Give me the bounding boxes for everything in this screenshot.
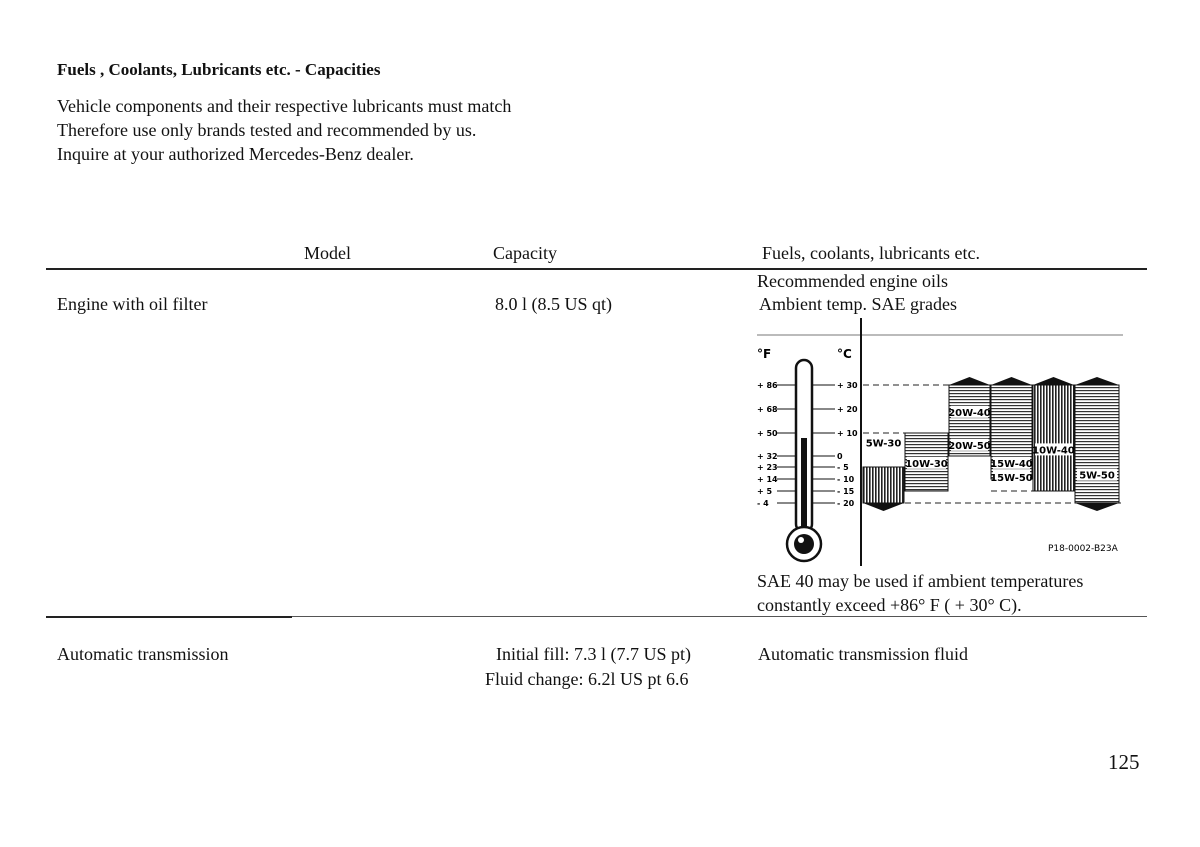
grade-column [948, 377, 991, 456]
grade-column [905, 433, 948, 491]
column-header-fluids: Fuels, coolants, lubricants etc. [762, 243, 980, 263]
transmission-model: Automatic transmission [57, 644, 229, 664]
engine-fluid-title: Recommended engine oils [757, 271, 948, 291]
grade-label: 10W-40 [1032, 445, 1075, 457]
scale-label-f: + 86 [757, 381, 778, 390]
grade-arrow-up [949, 377, 990, 385]
celsius-unit: °C [837, 347, 852, 361]
thermometer-fill [801, 438, 807, 534]
scale-label-f: + 23 [757, 463, 778, 472]
scale-label-c: + 20 [837, 405, 858, 414]
engine-capacity: 8.0 l (8.5 US qt) [495, 294, 612, 314]
grade-label: 10W-30 [905, 458, 948, 470]
grade-label: 5W-30 [865, 438, 902, 450]
transmission-fluid: Automatic transmission fluid [758, 644, 968, 664]
grade-label: 20W-40 [948, 407, 991, 419]
grade-arrow-down [1075, 503, 1119, 511]
sae40-note-line-1: SAE 40 may be used if ambient temperatures [757, 571, 1084, 591]
scale-label-c: + 30 [837, 381, 858, 390]
viscosity-chart [755, 318, 1130, 570]
scale-label-c: 0 [837, 452, 843, 461]
grade-column [990, 377, 1033, 484]
grade-column [1075, 377, 1119, 511]
scale-label-c: - 5 [837, 463, 849, 472]
scale-label-c: - 15 [837, 487, 855, 496]
grade-bar [1075, 385, 1119, 503]
scale-label-f: + 14 [757, 475, 778, 484]
column-header-model: Model [304, 243, 351, 263]
row-rule-right [292, 616, 1147, 617]
scale-label-c: + 10 [837, 429, 858, 438]
grade-label: 15W-50 [990, 473, 1033, 484]
scale-label-f: + 32 [757, 452, 778, 461]
scale-label-c: - 10 [837, 475, 855, 484]
page-title: Fuels , Coolants, Lubricants etc. - Capacities [57, 60, 381, 79]
grade-column [863, 437, 904, 512]
fahrenheit-unit: °F [757, 347, 772, 361]
scale-label-c: - 20 [837, 499, 855, 508]
scale-label-f: - 4 [757, 499, 769, 508]
column-header-capacity: Capacity [493, 243, 557, 263]
scale-label-f: + 50 [757, 429, 778, 438]
sae40-note-line-2: constantly exceed +86° F ( + 30° C). [757, 595, 1022, 615]
grade-label: 15W-40 [990, 458, 1033, 470]
grade-label: 5W-50 [1079, 470, 1115, 482]
transmission-initial-fill: Initial fill: 7.3 l (7.7 US pt) [496, 644, 691, 664]
intro-line-3: Inquire at your authorized Mercedes-Benz dealer. [57, 144, 414, 164]
transmission-fluid-change: Fluid change: 6.2l US pt 6.6 [485, 669, 689, 689]
engine-model: Engine with oil filter [57, 294, 208, 314]
row-rule-left [46, 616, 292, 618]
figure-code: P18-0002-B23A [1048, 544, 1118, 554]
intro-line-2: Therefore use only brands tested and recommended by us. [57, 120, 477, 140]
intro-line-1: Vehicle components and their respective lubricants must match [57, 96, 512, 116]
grade-column [1032, 377, 1075, 491]
grade-arrow-up [1075, 377, 1119, 385]
scale-label-f: + 5 [757, 487, 773, 496]
header-rule [46, 268, 1147, 270]
grade-bar [863, 467, 904, 503]
scale-label-f: + 68 [757, 405, 778, 414]
grade-bar [1033, 385, 1074, 491]
grade-arrow-up [1033, 377, 1074, 385]
grade-arrow-up [991, 377, 1032, 385]
engine-fluid-subtitle: Ambient temp. SAE grades [759, 294, 957, 314]
page-number: 125 [1108, 750, 1140, 774]
grade-label: 20W-50 [948, 440, 991, 452]
grade-arrow-down [863, 503, 904, 511]
